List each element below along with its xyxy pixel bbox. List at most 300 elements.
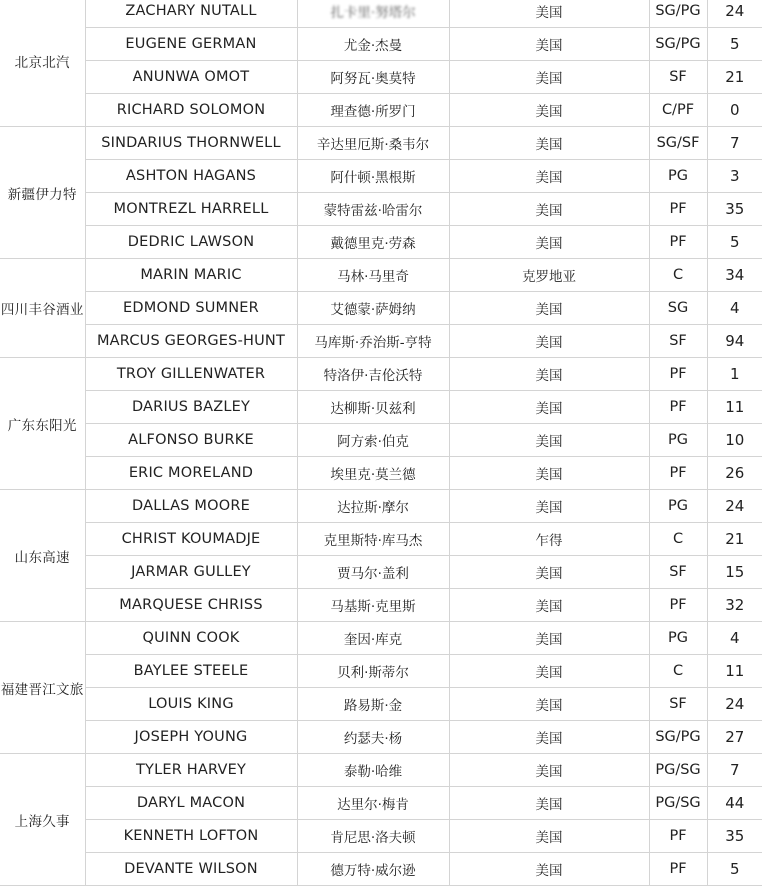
player-english-name-cell xyxy=(85,820,297,853)
player-number-text: 94 xyxy=(725,332,745,350)
player-number-cell xyxy=(707,589,762,622)
player-nationality-text: 美国 xyxy=(535,764,563,780)
player-position-cell xyxy=(649,193,707,226)
table-row xyxy=(0,61,762,94)
player-number-text: 15 xyxy=(725,563,745,581)
player-chinese-name-text: 戴德里克·劳森 xyxy=(330,236,416,252)
player-position-text: PF xyxy=(669,201,687,217)
player-nationality-cell xyxy=(449,61,649,94)
player-nationality-text: 乍得 xyxy=(535,533,563,549)
player-english-name-text: ZACHARY NUTALL xyxy=(125,3,257,19)
player-position-cell xyxy=(649,523,707,556)
player-number-cell xyxy=(707,127,762,160)
player-chinese-name-text: 蒙特雷兹·哈雷尔 xyxy=(323,203,423,219)
player-nationality-cell xyxy=(449,490,649,523)
player-english-name-text: RICHARD SOLOMON xyxy=(116,102,266,118)
player-chinese-name-cell xyxy=(297,589,449,622)
player-number-text: 24 xyxy=(725,2,745,20)
player-english-name-cell xyxy=(85,523,297,556)
player-chinese-name-cell xyxy=(297,490,449,523)
player-nationality-text: 美国 xyxy=(535,38,563,54)
player-nationality-cell xyxy=(449,721,649,754)
player-position-cell xyxy=(649,589,707,622)
table-row xyxy=(0,754,762,787)
table-row xyxy=(0,127,762,160)
player-position-text: C xyxy=(672,663,684,679)
player-nationality-cell xyxy=(449,94,649,127)
player-position-cell xyxy=(649,820,707,853)
player-nationality-text: 美国 xyxy=(535,71,563,87)
player-number-text: 1 xyxy=(729,365,740,383)
player-chinese-name-text: 埃里克·莫兰德 xyxy=(330,467,416,483)
player-english-name-text: DARYL MACON xyxy=(136,795,246,811)
player-nationality-cell xyxy=(449,523,649,556)
player-nationality-cell xyxy=(449,259,649,292)
player-chinese-name-cell xyxy=(297,655,449,688)
player-position-cell xyxy=(649,754,707,787)
player-english-name-text: SINDARIUS THORNWELL xyxy=(101,135,281,151)
table-row xyxy=(0,0,762,28)
player-nationality-text: 美国 xyxy=(535,467,563,483)
player-english-name-cell xyxy=(85,160,297,193)
player-number-text: 24 xyxy=(725,497,745,515)
player-english-name-text: CHRIST KOUMADJE xyxy=(121,531,261,547)
player-number-text: 5 xyxy=(729,233,740,251)
player-chinese-name-text: 达柳斯·贝兹利 xyxy=(330,401,416,417)
player-english-name-cell xyxy=(85,61,297,94)
player-position-cell xyxy=(649,853,707,886)
player-chinese-name-text: 艾德蒙·萨姆纳 xyxy=(330,302,416,318)
player-number-cell xyxy=(707,391,762,424)
player-number-cell xyxy=(707,325,762,358)
player-nationality-cell xyxy=(449,226,649,259)
player-chinese-name-cell xyxy=(297,358,449,391)
player-english-name-text: MARIN MARIC xyxy=(140,267,242,283)
player-english-name-cell xyxy=(85,457,297,490)
team-name-cell: 新疆伊力特 xyxy=(0,127,85,259)
player-chinese-name-text: 奎因·库克 xyxy=(343,632,403,648)
player-position-text: PF xyxy=(669,234,687,250)
player-position-cell xyxy=(649,28,707,61)
player-english-name-text: DEVANTE WILSON xyxy=(124,861,258,877)
table-row xyxy=(0,28,762,61)
player-chinese-name-text: 理查德·所罗门 xyxy=(330,104,416,120)
player-chinese-name-text: 阿方索·伯克 xyxy=(337,434,409,450)
player-english-name-cell xyxy=(85,853,297,886)
player-english-name-cell xyxy=(85,787,297,820)
player-position-text: SF xyxy=(669,69,687,85)
player-position-text: SF xyxy=(669,333,687,349)
player-english-name-cell xyxy=(85,556,297,589)
player-nationality-text: 美国 xyxy=(535,434,563,450)
team-name-cell: 山东高速 xyxy=(0,490,85,622)
player-chinese-name-cell xyxy=(297,853,449,886)
player-english-name-text: ASHTON HAGANS xyxy=(125,168,257,184)
player-english-name-cell xyxy=(85,391,297,424)
player-number-cell xyxy=(707,754,762,787)
player-number-cell xyxy=(707,94,762,127)
player-nationality-text: 美国 xyxy=(535,731,563,747)
player-nationality-cell xyxy=(449,655,649,688)
player-number-text: 0 xyxy=(729,101,740,119)
player-position-cell xyxy=(649,622,707,655)
player-position-cell xyxy=(649,259,707,292)
table-row xyxy=(0,556,762,589)
player-position-text: PF xyxy=(669,465,687,481)
player-chinese-name-text: 马林·马里奇 xyxy=(337,269,409,285)
player-number-text: 11 xyxy=(725,398,745,416)
player-english-name-cell xyxy=(85,721,297,754)
player-chinese-name-cell xyxy=(297,457,449,490)
player-nationality-cell xyxy=(449,193,649,226)
player-chinese-name-cell xyxy=(297,127,449,160)
player-number-text: 4 xyxy=(729,299,740,317)
player-position-cell xyxy=(649,94,707,127)
player-number-cell xyxy=(707,0,762,28)
player-position-text: SG/PG xyxy=(655,3,701,19)
table-row xyxy=(0,490,762,523)
player-position-cell xyxy=(649,358,707,391)
player-position-text: PG/SG xyxy=(655,795,701,811)
player-number-text: 5 xyxy=(729,35,740,53)
player-chinese-name-text: 达里尔·梅肯 xyxy=(337,797,409,813)
player-chinese-name-text: 肯尼思·洛夫顿 xyxy=(330,830,416,846)
player-position-cell xyxy=(649,325,707,358)
player-number-text: 26 xyxy=(725,464,745,482)
table-row xyxy=(0,622,762,655)
table-row xyxy=(0,193,762,226)
player-position-cell xyxy=(649,127,707,160)
player-nationality-cell xyxy=(449,622,649,655)
player-nationality-text: 美国 xyxy=(535,302,563,318)
player-position-cell xyxy=(649,457,707,490)
team-name-cell: 广东东阳光 xyxy=(0,358,85,490)
table-row xyxy=(0,226,762,259)
table-row xyxy=(0,523,762,556)
table-row xyxy=(0,820,762,853)
player-nationality-text: 美国 xyxy=(535,632,563,648)
player-nationality-text: 美国 xyxy=(535,599,563,615)
player-chinese-name-cell xyxy=(297,424,449,457)
player-number-text: 10 xyxy=(725,431,745,449)
player-english-name-cell xyxy=(85,292,297,325)
player-number-cell xyxy=(707,424,762,457)
player-number-cell xyxy=(707,226,762,259)
player-nationality-text: 美国 xyxy=(535,863,563,879)
player-nationality-cell xyxy=(449,787,649,820)
player-english-name-cell xyxy=(85,589,297,622)
player-nationality-cell xyxy=(449,457,649,490)
player-english-name-text: ERIC MORELAND xyxy=(128,465,254,481)
player-nationality-text: 美国 xyxy=(535,797,563,813)
player-position-cell xyxy=(649,490,707,523)
player-number-cell xyxy=(707,160,762,193)
player-chinese-name-text: 克里斯特·库马杰 xyxy=(323,533,423,549)
player-number-text: 27 xyxy=(725,728,745,746)
player-number-text: 21 xyxy=(725,68,745,86)
player-position-text: PG/SG xyxy=(655,762,701,778)
player-number-text: 35 xyxy=(725,827,745,845)
player-chinese-name-cell xyxy=(297,226,449,259)
player-number-text: 11 xyxy=(725,662,745,680)
player-english-name-cell xyxy=(85,622,297,655)
player-chinese-name-cell xyxy=(297,754,449,787)
player-chinese-name-cell xyxy=(297,787,449,820)
player-nationality-cell xyxy=(449,28,649,61)
player-position-text: C xyxy=(672,531,684,547)
player-chinese-name-text: 马基斯·克里斯 xyxy=(330,599,416,615)
player-chinese-name-cell xyxy=(297,28,449,61)
player-english-name-text: EDMOND SUMNER xyxy=(123,300,259,316)
player-nationality-cell xyxy=(449,589,649,622)
player-number-cell xyxy=(707,787,762,820)
table-row xyxy=(0,655,762,688)
player-chinese-name-text: 贝利·斯蒂尔 xyxy=(337,665,409,681)
player-position-cell xyxy=(649,292,707,325)
player-position-cell xyxy=(649,391,707,424)
table-row xyxy=(0,721,762,754)
table-row xyxy=(0,688,762,721)
player-number-text: 3 xyxy=(729,167,740,185)
player-english-name-text: KENNETH LOFTON xyxy=(123,828,259,844)
table-row xyxy=(0,787,762,820)
player-position-cell xyxy=(649,721,707,754)
table-row xyxy=(0,94,762,127)
player-position-text: SG/PG xyxy=(655,729,701,745)
player-english-name-cell xyxy=(85,325,297,358)
player-position-cell xyxy=(649,160,707,193)
player-number-cell xyxy=(707,358,762,391)
player-chinese-name-text: 辛达里厄斯·桑韦尔 xyxy=(316,137,430,153)
player-number-cell xyxy=(707,853,762,886)
player-chinese-name-cell xyxy=(297,523,449,556)
player-english-name-text: BAYLEE STEELE xyxy=(133,663,249,679)
player-position-text: C/PF xyxy=(661,102,695,118)
player-nationality-cell xyxy=(449,325,649,358)
player-position-text: PG xyxy=(668,432,688,448)
team-name-cell: 福建晋江文旅 xyxy=(0,622,85,754)
player-position-text: PF xyxy=(669,366,687,382)
player-chinese-name-text: 特洛伊·吉伦沃特 xyxy=(323,368,423,384)
player-english-name-text: MARCUS GEORGES-HUNT xyxy=(96,333,286,349)
player-chinese-name-cell xyxy=(297,259,449,292)
player-number-cell xyxy=(707,622,762,655)
player-position-text: PG xyxy=(668,168,688,184)
player-number-text: 34 xyxy=(725,266,745,284)
player-number-cell xyxy=(707,721,762,754)
player-english-name-text: MONTREZL HARRELL xyxy=(113,201,269,217)
player-english-name-text: DARIUS BAZLEY xyxy=(131,399,251,415)
table-row xyxy=(0,292,762,325)
player-chinese-name-text: 马库斯·乔治斯-亨特 xyxy=(314,335,432,351)
player-english-name-text: ANUNWA OMOT xyxy=(132,69,250,85)
player-number-text: 7 xyxy=(729,761,740,779)
player-position-cell xyxy=(649,787,707,820)
player-number-text: 44 xyxy=(725,794,745,812)
player-position-cell xyxy=(649,424,707,457)
player-number-text: 35 xyxy=(725,200,745,218)
player-nationality-text: 美国 xyxy=(535,401,563,417)
player-english-name-cell xyxy=(85,28,297,61)
player-chinese-name-text: 贾马尔·盖利 xyxy=(337,566,409,582)
player-nationality-text: 美国 xyxy=(535,236,563,252)
player-position-cell xyxy=(649,655,707,688)
table-row xyxy=(0,589,762,622)
player-position-cell xyxy=(649,556,707,589)
player-position-text: SF xyxy=(669,696,687,712)
table-row xyxy=(0,391,762,424)
player-number-cell xyxy=(707,28,762,61)
player-position-cell xyxy=(649,61,707,94)
player-chinese-name-text: 约瑟夫·杨 xyxy=(343,731,403,747)
table-row xyxy=(0,457,762,490)
player-english-name-cell xyxy=(85,655,297,688)
table-row xyxy=(0,325,762,358)
player-nationality-text: 美国 xyxy=(535,335,563,351)
player-nationality-cell xyxy=(449,160,649,193)
player-chinese-name-cell xyxy=(297,61,449,94)
player-number-text: 32 xyxy=(725,596,745,614)
player-position-text: SG/PG xyxy=(655,36,701,52)
player-nationality-text: 美国 xyxy=(535,566,563,582)
player-chinese-name-cell xyxy=(297,193,449,226)
player-number-text: 7 xyxy=(729,134,740,152)
player-chinese-name-cell xyxy=(297,820,449,853)
player-position-cell xyxy=(649,688,707,721)
player-chinese-name-text: 泰勒·哈维 xyxy=(343,764,403,780)
player-chinese-name-text: 德万特·威尔逊 xyxy=(330,863,416,879)
player-chinese-name-cell xyxy=(297,622,449,655)
player-nationality-text: 美国 xyxy=(535,830,563,846)
player-chinese-name-cell xyxy=(297,391,449,424)
player-english-name-cell xyxy=(85,490,297,523)
player-position-text: PG xyxy=(668,630,688,646)
player-english-name-text: JARMAR GULLEY xyxy=(131,564,251,580)
player-number-text: 4 xyxy=(729,629,740,647)
player-nationality-cell xyxy=(449,853,649,886)
player-chinese-name-cell xyxy=(297,325,449,358)
player-position-cell xyxy=(649,0,707,28)
player-nationality-text: 美国 xyxy=(535,368,563,384)
player-nationality-text: 美国 xyxy=(535,698,563,714)
player-number-cell xyxy=(707,457,762,490)
player-chinese-name-text: 尤金·杰曼 xyxy=(343,38,403,54)
player-position-text: PF xyxy=(669,861,687,877)
player-number-cell xyxy=(707,61,762,94)
player-number-cell xyxy=(707,259,762,292)
player-number-cell xyxy=(707,292,762,325)
player-english-name-cell xyxy=(85,193,297,226)
team-name-cell: 北京北汽 xyxy=(0,0,85,127)
player-number-cell xyxy=(707,490,762,523)
player-nationality-cell xyxy=(449,754,649,787)
player-position-text: SG/SF xyxy=(656,135,700,151)
player-english-name-text: ALFONSO BURKE xyxy=(128,432,254,448)
player-position-cell xyxy=(649,226,707,259)
player-chinese-name-text: 达拉斯·摩尔 xyxy=(337,500,409,516)
player-nationality-cell xyxy=(449,0,649,28)
player-nationality-cell xyxy=(449,127,649,160)
player-nationality-text: 美国 xyxy=(535,665,563,681)
team-name-cell: 四川丰谷酒业 xyxy=(0,259,85,358)
player-chinese-name-cell xyxy=(297,0,449,28)
player-chinese-name-text: 阿努瓦·奥莫特 xyxy=(330,71,416,87)
player-english-name-cell xyxy=(85,94,297,127)
player-chinese-name-text: 阿什顿·黑根斯 xyxy=(330,170,416,186)
player-number-text: 5 xyxy=(729,860,740,878)
player-chinese-name-cell xyxy=(297,556,449,589)
player-number-cell xyxy=(707,820,762,853)
player-english-name-cell xyxy=(85,259,297,292)
player-position-text: PG xyxy=(668,498,688,514)
player-chinese-name-text: 扎卡里·努塔尔 xyxy=(330,5,416,21)
player-number-cell xyxy=(707,193,762,226)
player-english-name-cell xyxy=(85,0,297,28)
player-english-name-text: JOSEPH YOUNG xyxy=(134,729,248,745)
player-nationality-text: 美国 xyxy=(535,170,563,186)
player-english-name-text: DALLAS MOORE xyxy=(131,498,251,514)
player-english-name-cell xyxy=(85,358,297,391)
player-nationality-text: 美国 xyxy=(535,137,563,153)
team-name-cell: 上海久事 xyxy=(0,754,85,886)
player-english-name-cell xyxy=(85,754,297,787)
player-english-name-text: TROY GILLENWATER xyxy=(116,366,266,382)
player-english-name-text: TYLER HARVEY xyxy=(135,762,247,778)
table-row xyxy=(0,259,762,292)
player-nationality-cell xyxy=(449,424,649,457)
player-nationality-cell xyxy=(449,358,649,391)
player-number-text: 24 xyxy=(725,695,745,713)
table-row xyxy=(0,853,762,886)
player-position-text: SF xyxy=(669,564,687,580)
player-nationality-cell xyxy=(449,391,649,424)
player-english-name-text: LOUIS KING xyxy=(148,696,234,712)
player-nationality-text: 克罗地亚 xyxy=(522,269,576,285)
player-nationality-text: 美国 xyxy=(535,500,563,516)
player-nationality-cell xyxy=(449,820,649,853)
table-row xyxy=(0,424,762,457)
player-position-text: PF xyxy=(669,597,687,613)
player-english-name-cell xyxy=(85,688,297,721)
player-chinese-name-cell xyxy=(297,160,449,193)
player-chinese-name-text: 路易斯·金 xyxy=(343,698,403,714)
player-nationality-text: 美国 xyxy=(535,203,563,219)
player-nationality-cell xyxy=(449,292,649,325)
player-nationality-text: 美国 xyxy=(535,104,563,120)
player-chinese-name-cell xyxy=(297,292,449,325)
player-number-cell xyxy=(707,688,762,721)
player-number-cell xyxy=(707,655,762,688)
player-english-name-text: QUINN COOK xyxy=(142,630,240,646)
player-number-cell xyxy=(707,523,762,556)
table-row xyxy=(0,160,762,193)
player-english-name-cell xyxy=(85,424,297,457)
player-position-text: C xyxy=(672,267,684,283)
player-chinese-name-cell xyxy=(297,94,449,127)
player-number-text: 21 xyxy=(725,530,745,548)
player-nationality-text: 美国 xyxy=(535,5,563,21)
player-nationality-cell xyxy=(449,688,649,721)
player-number-cell xyxy=(707,556,762,589)
player-english-name-cell xyxy=(85,127,297,160)
player-position-text: SG xyxy=(667,300,689,316)
player-nationality-cell xyxy=(449,556,649,589)
player-position-text: PF xyxy=(669,828,687,844)
player-english-name-text: EUGENE GERMAN xyxy=(125,36,257,52)
table-row xyxy=(0,358,762,391)
player-chinese-name-cell xyxy=(297,721,449,754)
player-chinese-name-cell xyxy=(297,688,449,721)
